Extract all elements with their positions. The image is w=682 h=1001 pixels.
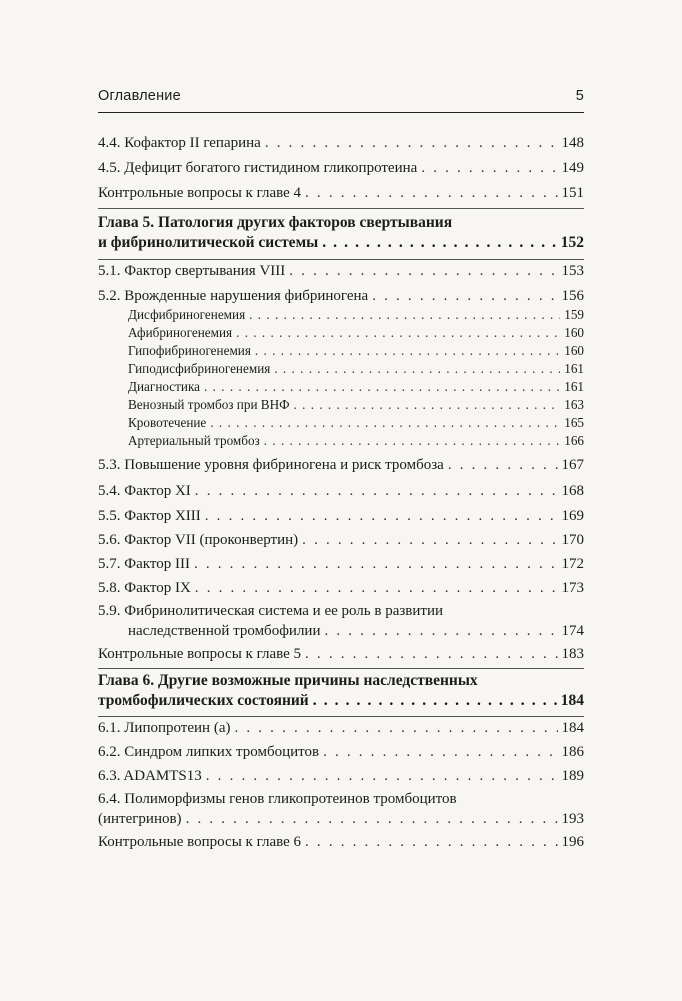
dot-leader <box>204 378 560 396</box>
entry-title: 5.9. Фибринолитическая система и ее роль в развитии <box>98 603 444 619</box>
toc-entry[interactable] <box>98 602 584 620</box>
entry-page: 183 <box>561 646 584 662</box>
entry-page: 170 <box>561 532 584 548</box>
dot-leader <box>322 234 557 252</box>
chapter-title: Глава 6. Другие возможные причины наследственных <box>98 672 478 689</box>
toc-entry[interactable] <box>98 833 584 851</box>
entry-title: 6.2. Синдром липких тромбоцитов <box>98 744 320 760</box>
dot-leader <box>195 579 558 597</box>
entry-page: 151 <box>561 185 584 201</box>
subentry-title: Гипофибриногенемия <box>128 343 251 358</box>
chapter-page: 184 <box>560 692 584 709</box>
entry-page: 196 <box>561 834 584 850</box>
entry-title: 6.4. Полиморфизмы генов гликопротеинов тромбоцитов <box>98 791 457 807</box>
entry-page: 149 <box>561 160 584 176</box>
subentry-page: 161 <box>564 379 584 394</box>
entry-page: 169 <box>561 508 584 524</box>
dot-leader <box>210 414 560 432</box>
dot-leader <box>249 306 560 324</box>
subentry-title: Гиподисфибриногенемия <box>128 361 271 376</box>
entry-page: 174 <box>561 623 584 639</box>
header-page-number: 5 <box>575 88 584 104</box>
separator-rule <box>98 259 584 260</box>
entry-title: 4.4. Кофактор II гепарина <box>98 135 261 151</box>
dot-leader <box>236 324 560 342</box>
dot-leader <box>206 767 558 785</box>
header-rule <box>98 112 584 113</box>
dot-leader <box>274 360 560 378</box>
subentry-page: 161 <box>564 361 584 376</box>
entry-title: 6.1. Липопротеин (а) <box>98 720 231 736</box>
dot-leader <box>302 531 557 549</box>
toc-subentry[interactable] <box>128 378 584 396</box>
chapter-title: тромбофилических состояний <box>98 692 309 709</box>
subentry-title: Кровотечение <box>128 415 207 430</box>
toc-entry[interactable] <box>98 767 584 785</box>
dot-leader <box>372 287 557 305</box>
chapter-heading[interactable] <box>98 214 584 232</box>
entry-title: 5.2. Врожденные нарушения фибриногена <box>98 288 369 304</box>
dot-leader <box>421 159 557 177</box>
entry-page: 172 <box>561 556 584 572</box>
entry-page: 148 <box>561 135 584 151</box>
toc-subentry[interactable] <box>128 360 584 378</box>
toc-subentry[interactable] <box>128 432 584 450</box>
separator-rule <box>98 668 584 669</box>
toc-entry[interactable] <box>98 645 584 663</box>
entry-title: 6.3. ADAMTS13 <box>98 768 202 784</box>
dot-leader <box>305 184 557 202</box>
chapter-page: 152 <box>560 234 584 251</box>
entry-page: 173 <box>561 580 584 596</box>
toc-entry-continuation[interactable] <box>98 810 584 828</box>
entry-page: 168 <box>561 483 584 499</box>
entry-title: Контрольные вопросы к главе 6 <box>98 834 302 850</box>
subentry-page: 160 <box>564 343 584 358</box>
entry-page: 153 <box>561 263 584 279</box>
dot-leader <box>294 396 561 414</box>
dot-leader <box>265 134 558 152</box>
toc-entry[interactable] <box>98 507 584 525</box>
dot-leader <box>195 482 558 500</box>
subentry-title: Афибриногенемия <box>128 325 233 340</box>
toc-entry[interactable] <box>98 531 584 549</box>
dot-leader <box>448 456 558 474</box>
entry-title: (интегринов) <box>98 811 182 827</box>
entry-title: 5.8. Фактор IX <box>98 580 191 596</box>
toc-entry[interactable] <box>98 184 584 202</box>
entry-title: 5.6. Фактор VII (проконвертин) <box>98 532 299 548</box>
toc-entry[interactable] <box>98 134 584 152</box>
toc-subentry[interactable] <box>128 414 584 432</box>
toc-subentry[interactable] <box>128 324 584 342</box>
entry-title: Контрольные вопросы к главе 4 <box>98 185 302 201</box>
chapter-title: и фибринолитической системы <box>98 234 319 251</box>
separator-rule <box>98 208 584 209</box>
entry-page: 189 <box>561 768 584 784</box>
entry-title: 4.5. Дефицит богатого гистидином гликопротеина <box>98 160 418 176</box>
toc-entry[interactable] <box>98 743 584 761</box>
entry-title: 5.4. Фактор XI <box>98 483 191 499</box>
dot-leader <box>323 743 557 761</box>
entry-title: 5.5. Фактор XIII <box>98 508 201 524</box>
toc-entry[interactable] <box>98 555 584 573</box>
entry-title: 5.3. Повышение уровня фибриногена и риск тромбоза <box>98 457 444 473</box>
dot-leader <box>324 622 557 640</box>
chapter-heading[interactable] <box>98 692 584 710</box>
subentry-title: Артериальный тромбоз <box>128 433 260 448</box>
dot-leader <box>255 342 560 360</box>
toc-entry[interactable] <box>98 262 584 280</box>
toc-subentry[interactable] <box>128 306 584 324</box>
chapter-title: Глава 5. Патология других факторов свертывания <box>98 214 453 231</box>
toc-entry[interactable] <box>98 287 584 305</box>
toc-entry[interactable] <box>98 159 584 177</box>
toc-entry[interactable] <box>98 482 584 500</box>
chapter-heading[interactable] <box>98 234 584 252</box>
subentry-title: Диагностика <box>128 379 201 394</box>
entry-page: 186 <box>561 744 584 760</box>
dot-leader <box>313 692 557 710</box>
dot-leader <box>264 432 560 450</box>
toc-entry[interactable] <box>98 790 584 808</box>
dot-leader <box>205 507 558 525</box>
chapter-heading[interactable] <box>98 672 584 690</box>
entry-page: 184 <box>561 720 584 736</box>
subentry-page: 163 <box>564 397 584 412</box>
separator-rule <box>98 716 584 717</box>
toc-entry[interactable] <box>98 579 584 597</box>
toc-subentry[interactable] <box>128 342 584 360</box>
dot-leader <box>186 810 558 828</box>
subentry-page: 165 <box>564 415 584 430</box>
entry-page: 156 <box>561 288 584 304</box>
entry-page: 167 <box>561 457 584 473</box>
toc-subentry[interactable] <box>128 396 584 414</box>
toc-entry[interactable] <box>98 456 584 474</box>
toc-entry-continuation[interactable] <box>128 622 584 640</box>
dot-leader <box>305 645 557 663</box>
entry-title: наследственной тромбофилии <box>128 623 321 639</box>
subentry-title: Венозный тромбоз при ВНФ <box>128 397 290 412</box>
dot-leader <box>305 833 557 851</box>
dot-leader <box>289 262 557 280</box>
subentry-page: 160 <box>564 325 584 340</box>
entry-page: 193 <box>561 811 584 827</box>
header-section-title: Оглавление <box>98 88 181 104</box>
entry-title: Контрольные вопросы к главе 5 <box>98 646 302 662</box>
toc-entry[interactable] <box>98 719 584 737</box>
subentry-title: Дисфибриногенемия <box>128 307 246 322</box>
running-header <box>98 88 584 104</box>
subentry-page: 159 <box>564 307 584 322</box>
dot-leader <box>234 719 557 737</box>
entry-title: 5.7. Фактор III <box>98 556 190 572</box>
subentry-page: 166 <box>564 433 584 448</box>
dot-leader <box>194 555 558 573</box>
entry-title: 5.1. Фактор свертывания VIII <box>98 263 286 279</box>
